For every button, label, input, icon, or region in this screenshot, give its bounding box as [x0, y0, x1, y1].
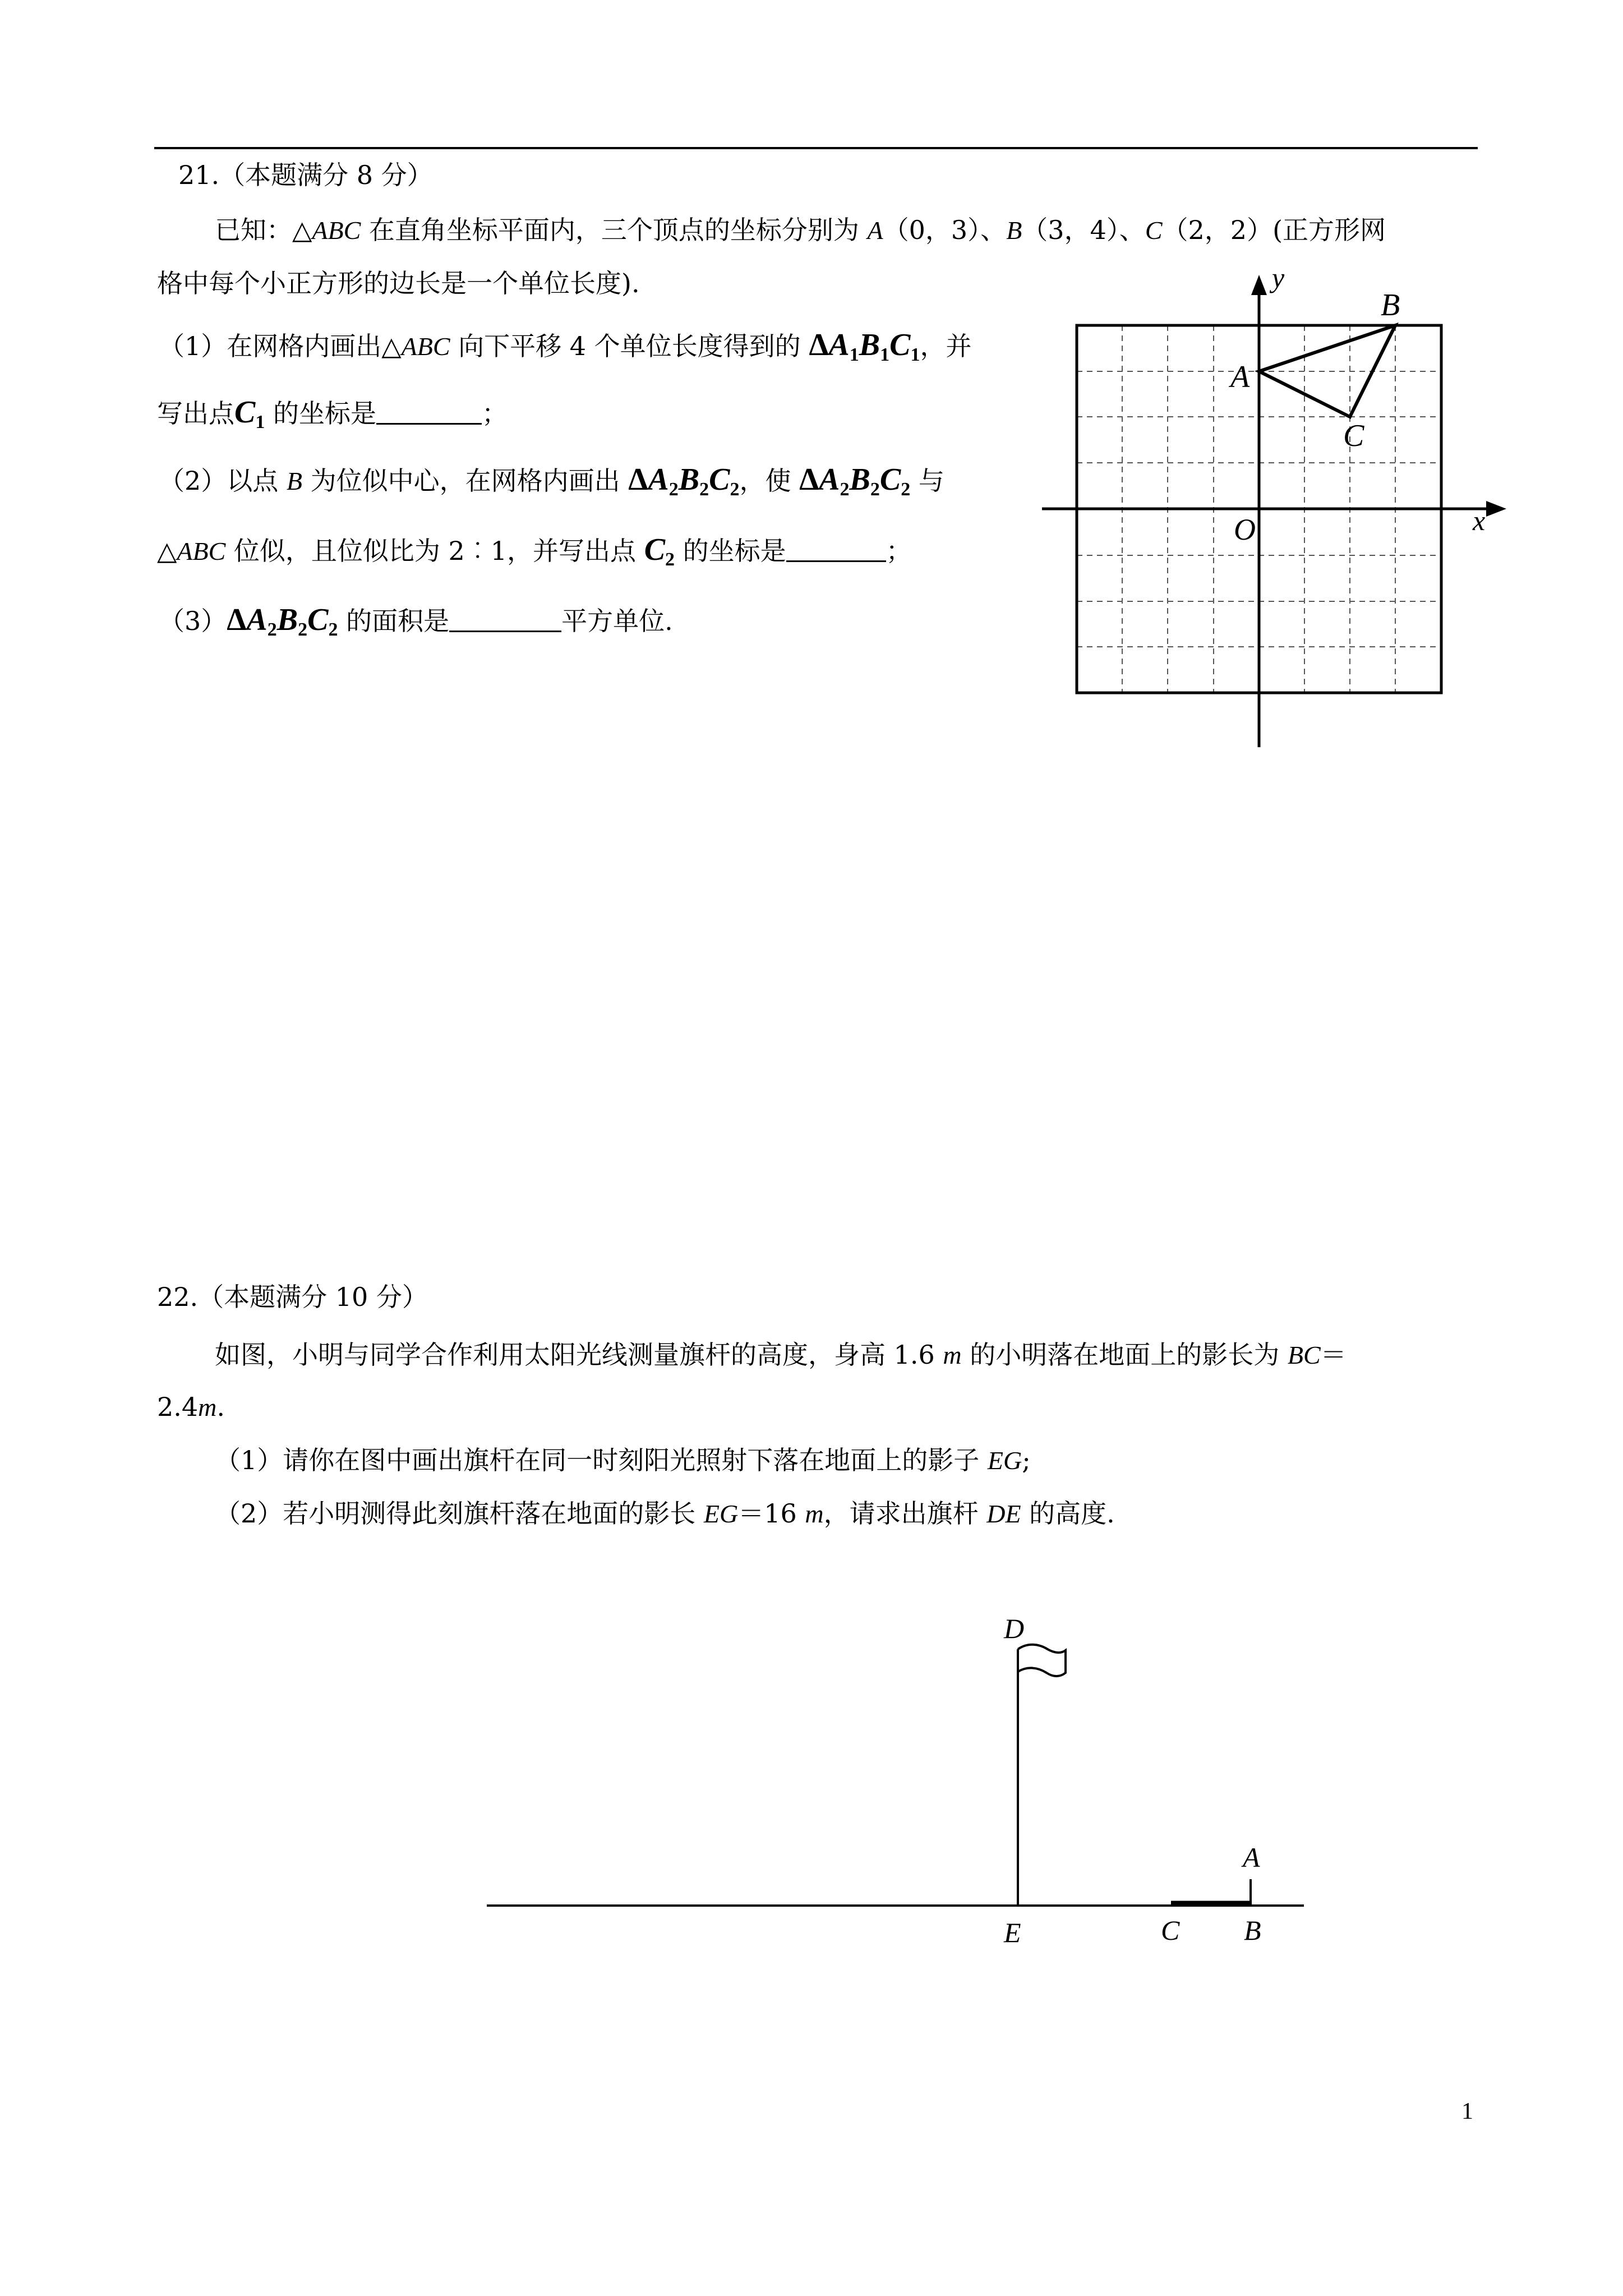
answer-blank-area[interactable]: [449, 608, 561, 632]
q22-flagpole-figure: [482, 1593, 1312, 1963]
q21-intro-line2: 格中每个小正方形的边长是一个单位长度).: [157, 268, 640, 298]
q22-intro-line2: 2.4m.: [157, 1392, 225, 1422]
q22-header: 22.（本题满分 10 分）: [157, 1282, 428, 1312]
label-a: A: [1243, 1842, 1260, 1873]
q21-header: 21.（本题满分 8 分）: [178, 160, 433, 190]
label-b: B: [1244, 1915, 1261, 1946]
q21-intro-line1: 已知：△ABC 在直角坐标平面内，三个顶点的坐标分别为 A（0，3）、B（3，4）、C（2，2）(正方形网: [215, 215, 1386, 245]
y-axis-arrow-icon: [1251, 275, 1267, 295]
answer-blank-c2[interactable]: [786, 538, 886, 562]
page-number: 1: [1461, 2099, 1473, 2124]
label-a: A: [1230, 360, 1250, 394]
q21-coordinate-grid-figure: [1038, 264, 1509, 752]
label-origin: O: [1234, 513, 1256, 546]
q21-part3: $(3)\Delta A_2B_2C_2$ 的面积是 平方单位.: [159, 602, 673, 640]
label-y: y: [1272, 264, 1285, 293]
answer-blank-c1[interactable]: [376, 401, 482, 425]
q22-part2: （2）若小明测得此刻旗杆落在地面的影长 EG＝16 m，请求出旗杆 DE 的高度.: [215, 1498, 1115, 1529]
label-b: B: [1381, 288, 1400, 323]
label-d: D: [1004, 1613, 1025, 1644]
q21-part1-line1: （1）在网格内画出△ABC 向下平移 4 个单位长度得到的 $\Delta A_1B_1C_1$，并: [159, 328, 972, 365]
x-axis-arrow-icon: [1486, 501, 1506, 517]
q22-intro-line1: 如图，小明与同学合作利用太阳光线测量旗杆的高度，身高 1.6 m 的小明落在地面上的影长为 BC＝: [215, 1340, 1347, 1370]
flag-icon: [1018, 1645, 1066, 1676]
q21-part1-line2: 写出点$C_1$ 的坐标是 ；: [157, 395, 508, 432]
q22-part1: （1）请你在图中画出旗杆在同一时刻阳光照射下落在地面上的影子 EG;: [215, 1445, 1031, 1475]
q21-part2-line1: （2）以点 B 为位似中心，在网格内画出 $\Delta A_2B_2C_2$，使 $\Delta A_2B_2C_2$ 与: [159, 462, 944, 500]
label-c: C: [1161, 1915, 1180, 1946]
label-c: C: [1343, 418, 1364, 453]
label-e: E: [1004, 1917, 1021, 1948]
header-rule: [154, 147, 1478, 149]
q21-part2-line2: △ABC 位似，且位似比为 2︰1，并写出点 $C_2$ 的坐标是 ；: [157, 532, 912, 570]
label-x: x: [1473, 505, 1486, 536]
